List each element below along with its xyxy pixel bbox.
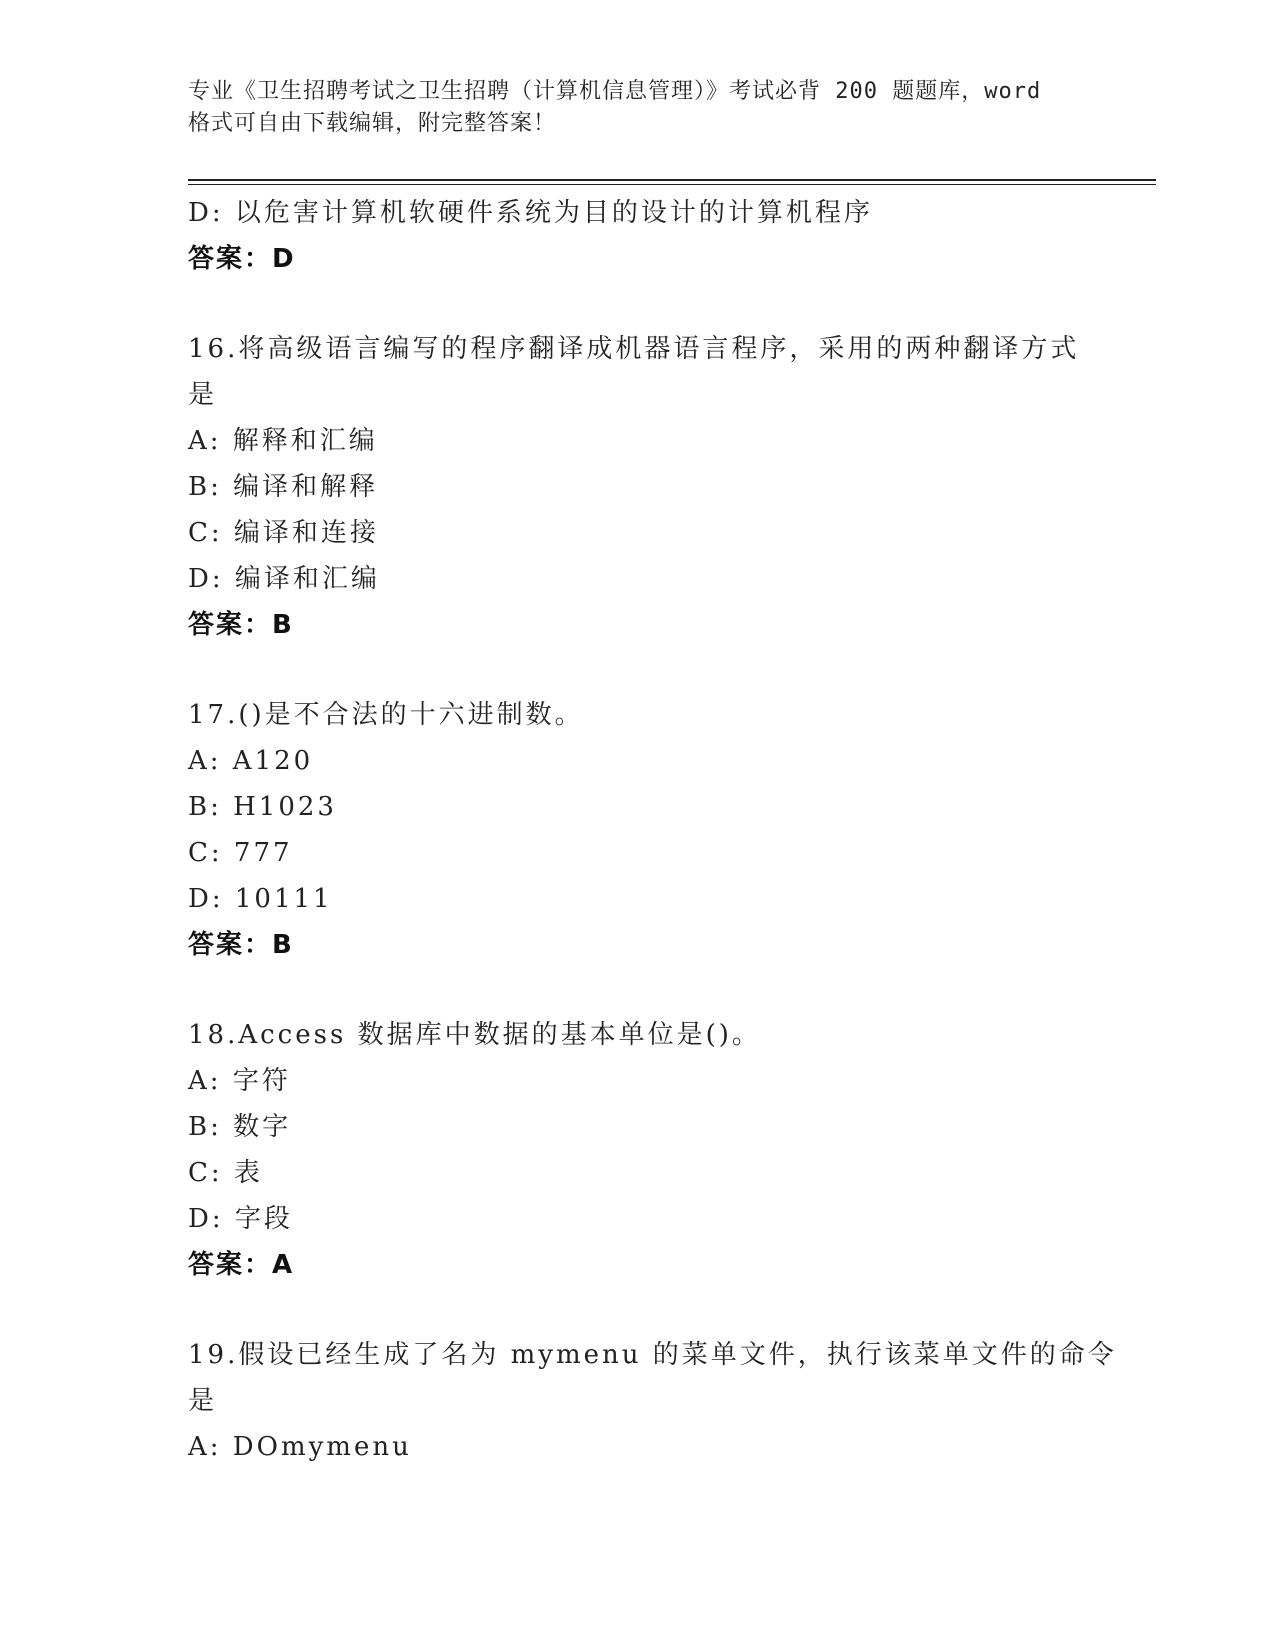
option-a: A: A120	[188, 746, 314, 776]
option-d: D: 字段	[188, 1204, 293, 1234]
question-19	[188, 1332, 1117, 1470]
spacer	[188, 648, 1088, 692]
option-b: B: H1023	[188, 792, 337, 822]
document-header	[188, 76, 1088, 140]
header-line-2: 格式可自由下载编辑，附完整答案！	[188, 111, 557, 136]
answer-line: 答案：D	[188, 244, 296, 274]
question-17	[188, 692, 1088, 968]
option-a: A: 解释和汇编	[188, 426, 378, 456]
question-text-continued: 是	[188, 380, 218, 410]
question-16	[188, 326, 1088, 648]
spacer	[188, 968, 1088, 1012]
question-text: 19.假设已经生成了名为 mymenu 的菜单文件，执行该菜单文件的命令	[188, 1340, 1117, 1370]
question-text: 17.()是不合法的十六进制数。	[188, 700, 584, 730]
header-rule-thin	[188, 184, 1156, 185]
option-b: B: 数字	[188, 1112, 292, 1142]
option-c: C: 编译和连接	[188, 518, 379, 548]
option-a: A: DOmymenu	[188, 1432, 412, 1462]
header-line-1: 专业《卫生招聘考试之卫生招聘（计算机信息管理）》考试必背 200 题题库，word	[188, 79, 1042, 104]
question-text: 16.将高级语言编写的程序翻译成机器语言程序，采用的两种翻译方式	[188, 334, 1080, 364]
answer-line: 答案：B	[188, 610, 294, 640]
spacer	[188, 282, 1088, 326]
option-d: D: 以危害计算机软硬件系统为目的设计的计算机程序	[188, 198, 873, 228]
spacer	[188, 1288, 1088, 1332]
header-rule-thick	[188, 179, 1156, 181]
option-c: C: 表	[188, 1158, 263, 1188]
question-list	[188, 190, 1117, 1470]
option-d: D: 10111	[188, 884, 333, 914]
answer-line: 答案：B	[188, 930, 294, 960]
option-a: A: 字符	[188, 1066, 291, 1096]
option-b: B: 编译和解释	[188, 472, 379, 502]
question-text: 18.Access 数据库中数据的基本单位是()。	[188, 1020, 761, 1050]
question-18	[188, 1012, 1088, 1288]
option-c: C: 777	[188, 838, 293, 868]
option-d: D: 编译和汇编	[188, 564, 380, 594]
question-text-continued: 是	[188, 1386, 218, 1416]
answer-line: 答案：A	[188, 1250, 295, 1280]
question-15-fragment	[188, 190, 1088, 282]
